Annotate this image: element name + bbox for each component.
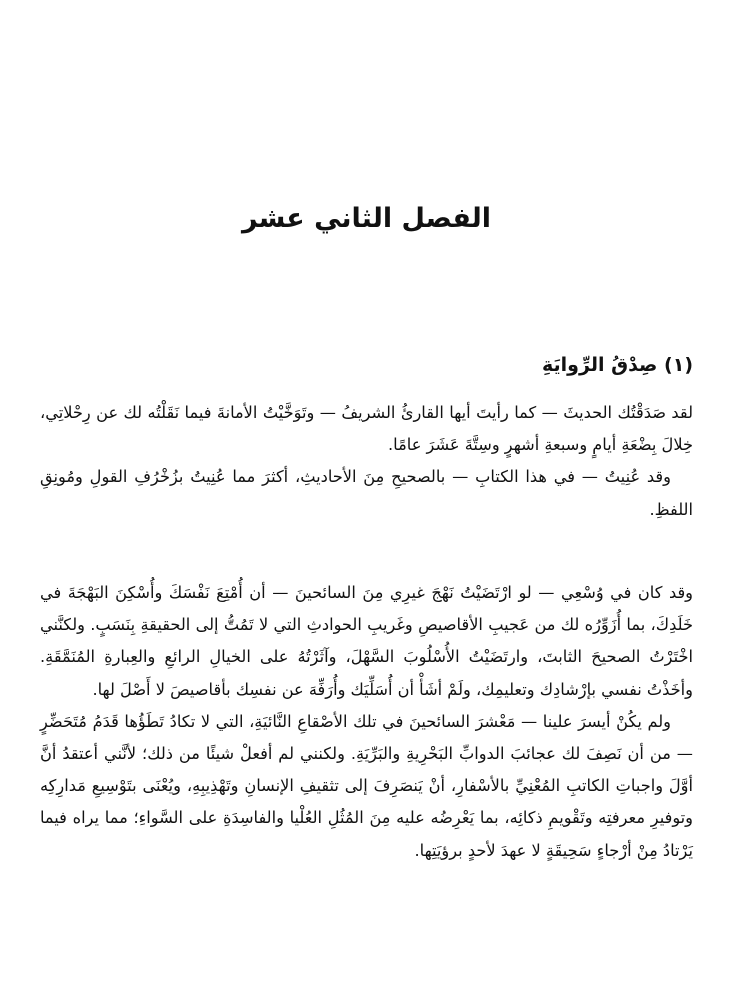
paragraph-2: وقد عُنِيتُ — في هذا الكتابِ — بالصحيحِ مِنَ الأحاديثِ، أكثرَ مما عُنِيتُ بزُخْرُفِ القولِ ومُونِقِ اللفظِ. — [40, 467, 693, 519]
chapter-title: الفصل الثاني عشر — [241, 203, 492, 234]
section-heading: (١) صِدْقُ الرِّوايَةِ — [542, 354, 693, 376]
paragraph-3: وقد كان في وُسْعِي — لو ارْتَضَيْتُ نَهْجَ غيرِي مِنَ السائحينَ — أن أُمْتِعَ نَفْسَكَ وأُسْكِنَ البَهْجَةَ في خَلَدِكَ، بما أُزَوِّرُه لك من عَجيبِ الأقاصيصِ وغَريبِ الحوادثِ التي لا تَمُتُّ إلى الحقيقةِ بِنَسَبٍ. ولكنَّني اخْتَرْتُ الصحيحَ الثابتَ، وارتَضَيْتُ الأُسْلُوبَ السَّهْلَ، وآثَرْتُهُ على الخيالِ الرائعِ والعِبارةِ المُنَمَّقَةِ. وأخَذْتُ نفسي بإرْشادِك وتعليمِك، ولَمْ أشَأْ أن أُسَلِّيَك وأُرَفِّهَ عن نفسِك بأقاصيصَ لا أَصْلَ لها. — [40, 583, 693, 699]
body-text-block-1 — [40, 397, 693, 526]
body-text-block-2 — [40, 577, 693, 867]
paragraph-1: لقد صَدَقْتُك الحديثَ — كما رأيتَ أيها القارئُ الشريفُ — وتَوَخَّيْتُ الأمانةَ فيما نَقَلْتُه لك عن رِحْلاتِي، خِلالَ بِضْعَةِ أيامٍ وسبعةِ أشهرٍ وسِتَّةَ عَشَرَ عامًا. — [40, 403, 693, 455]
paragraph-4: ولم يكُنْ أيسرَ علينا — مَعْشرَ السائحينَ في تلك الأصْقاعِ النَّائيَةِ، التي لا تكادُ تَطَؤُها قَدَمُ مُتَحَضِّرٍ — من أن نَصِفَ لك عجائبَ الدوابِّ البَحْرِيةِ والبَرِّيَةِ. ولكنني لم أفعلْ شيئًا من ذلك؛ لأنَّني أعتقدُ أنَّ أوَّلَ واجباتِ الكاتبِ المُعْنِيِّ بالأسْفارِ، أنْ يَنصَرِفَ إلى تثقيفِ الإنسانِ وتَهْذِيبِهِ، ويُعْنَى بتَوْسِيعِ مَدارِكِه وتوفيرِ معرفتِه وتَقْويمِ ذكائِه، بما يَعْرِضُه عليه مِنَ المُثُلِ العُلْيا والفاسِدَةِ على السَّواءِ؛ مما يراه فيما يَرْتادُ مِنْ أرْجاءٍ سَحِيقَةٍ لا عهدَ لأحدٍ برؤيَتِها. — [40, 711, 693, 860]
